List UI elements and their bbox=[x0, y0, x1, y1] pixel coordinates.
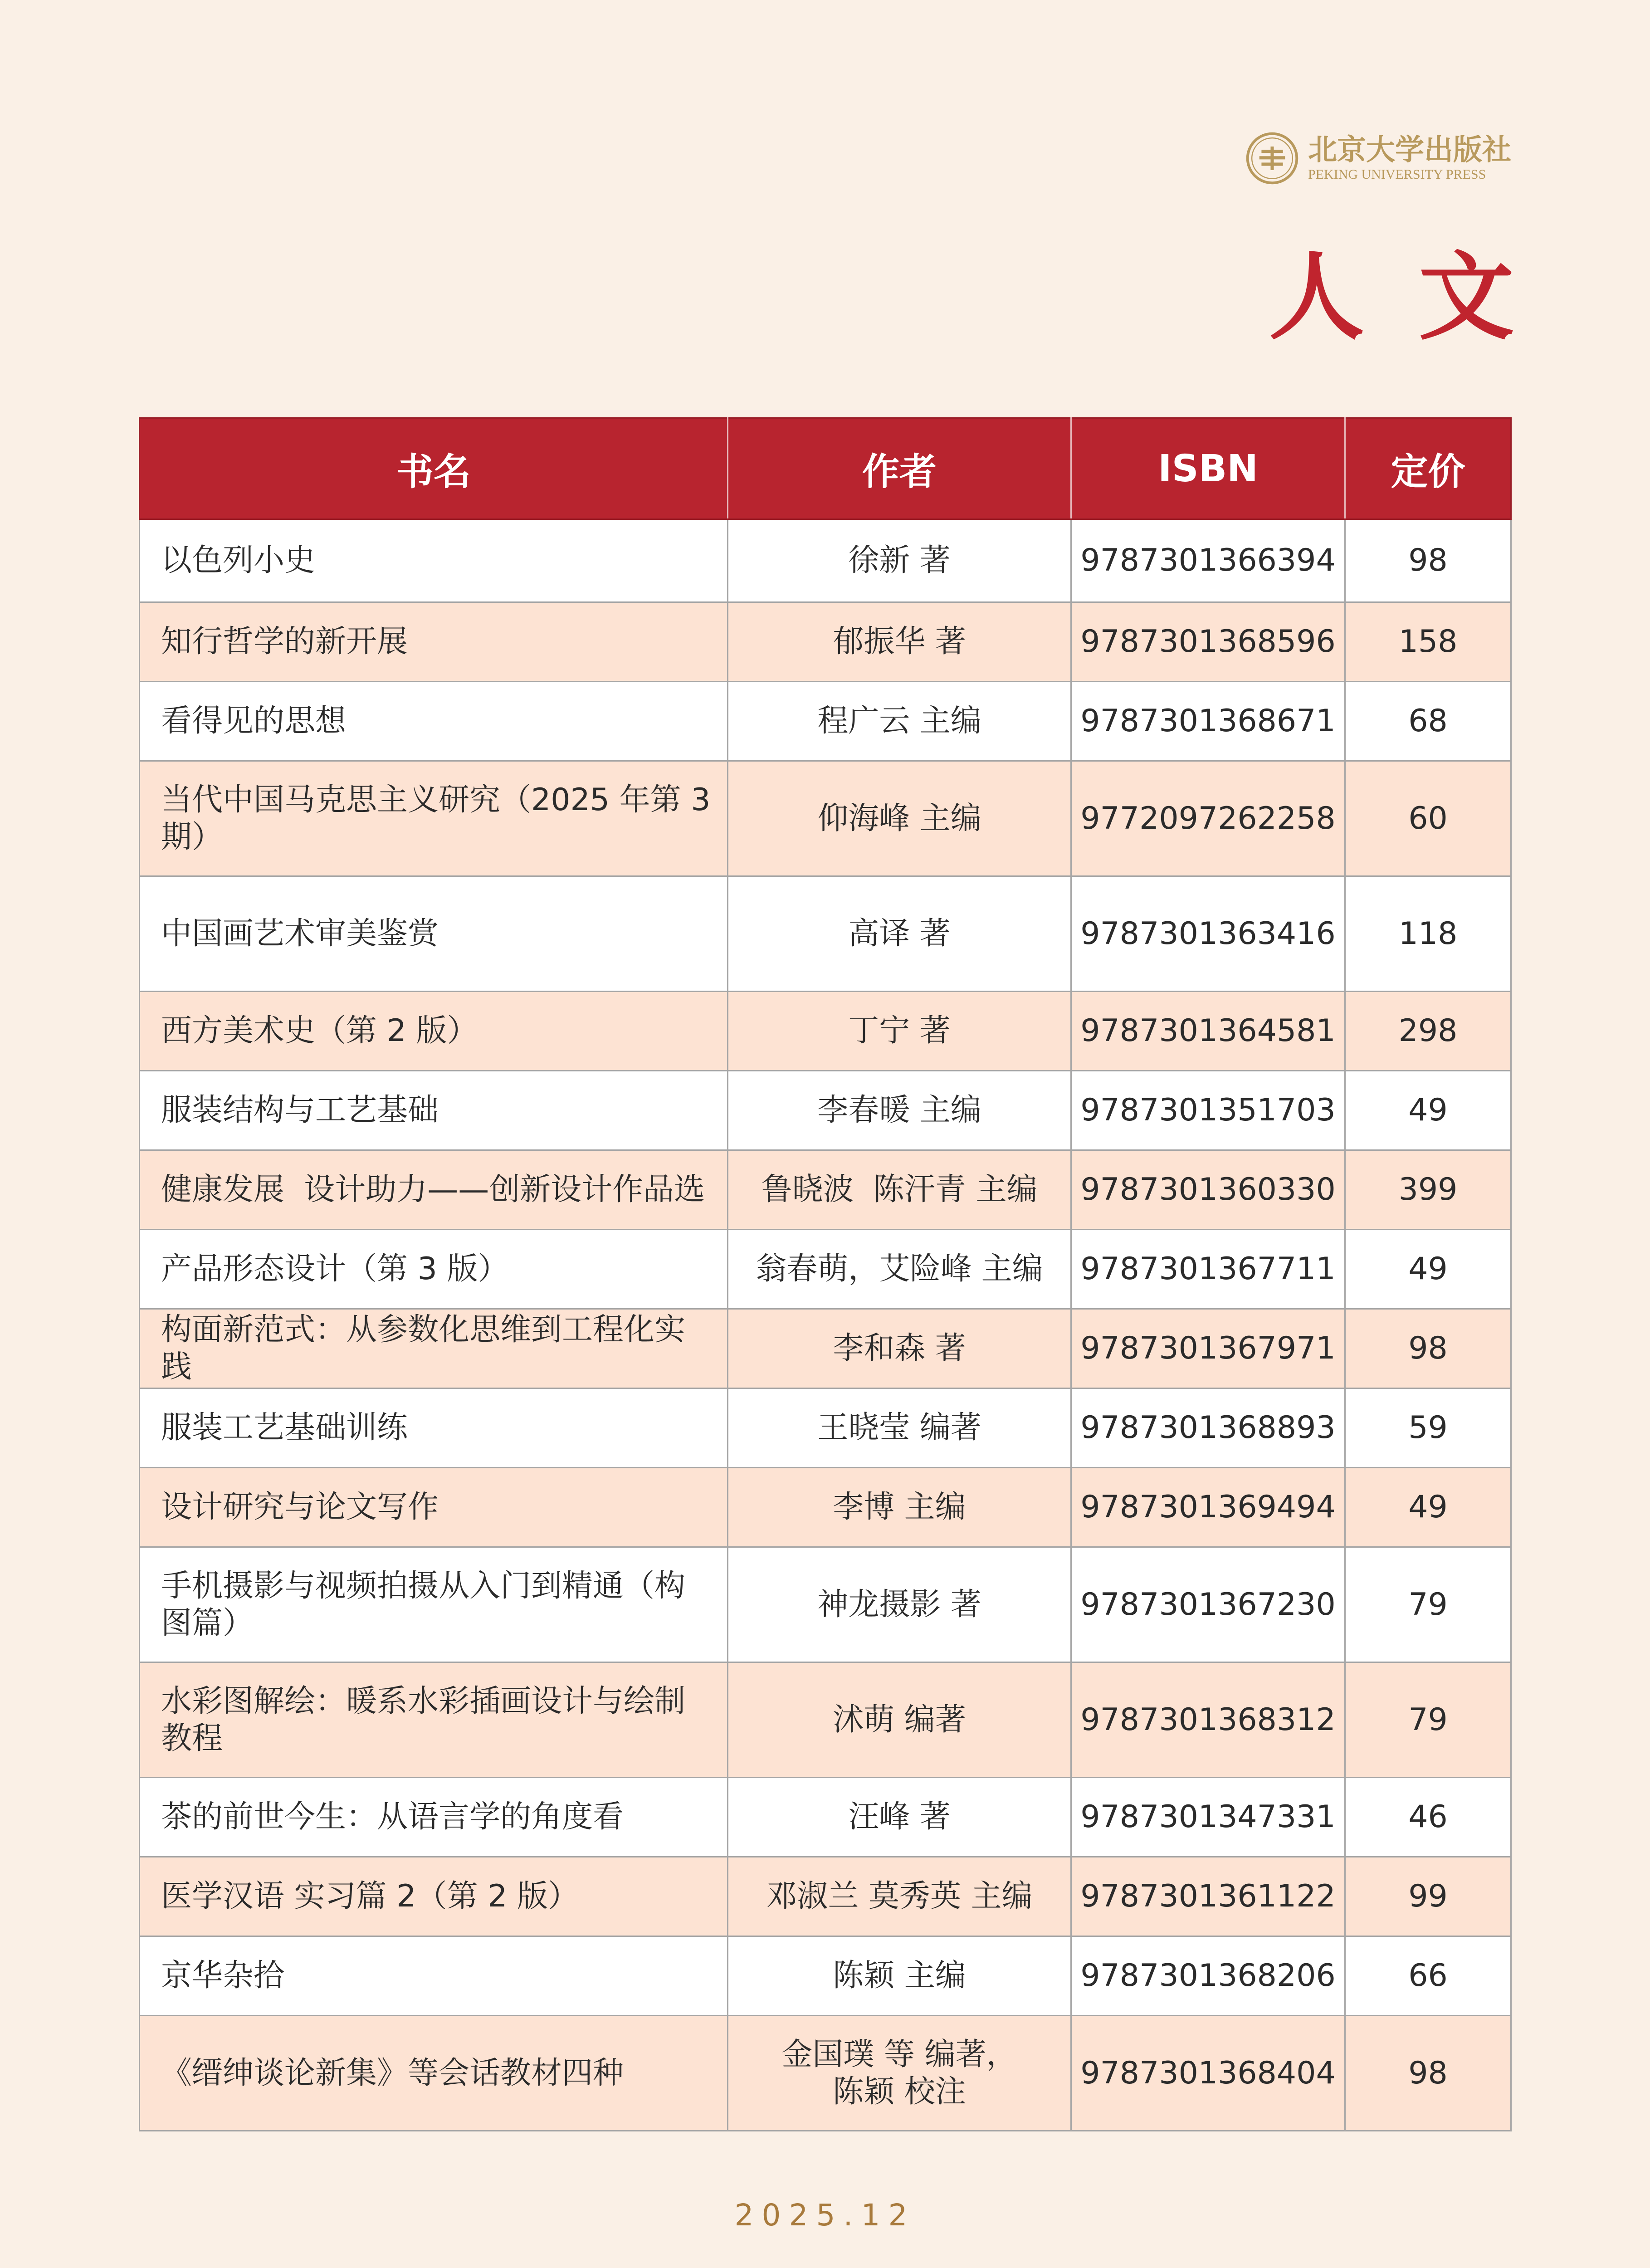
book-price: 49 bbox=[1345, 1468, 1511, 1547]
header-title: 书名 bbox=[140, 418, 728, 519]
book-author: 神龙摄影 著 bbox=[728, 1547, 1071, 1662]
table-row bbox=[140, 1388, 1511, 1468]
book-title: 以色列小史 bbox=[140, 519, 728, 602]
table-row bbox=[140, 992, 1511, 1071]
table-row bbox=[140, 1936, 1511, 2016]
book-title: 中国画艺术审美鉴赏 bbox=[140, 876, 728, 992]
book-title: 手机摄影与视频拍摄从入门到精通（构图篇） bbox=[140, 1547, 728, 1662]
book-author: 李和森 著 bbox=[728, 1309, 1071, 1388]
page-title: 人文 bbox=[1269, 241, 1568, 353]
book-price: 399 bbox=[1345, 1150, 1511, 1230]
table-row bbox=[140, 1857, 1511, 1936]
book-price: 79 bbox=[1345, 1662, 1511, 1778]
book-price: 49 bbox=[1345, 1230, 1511, 1309]
table-row bbox=[140, 761, 1511, 876]
table-row bbox=[140, 1662, 1511, 1778]
table-row bbox=[140, 2016, 1511, 2131]
book-isbn: 9787301369494 bbox=[1071, 1468, 1345, 1547]
table-row bbox=[140, 1778, 1511, 1857]
book-title: 健康发展 设计助力——创新设计作品选 bbox=[140, 1150, 728, 1230]
book-isbn: 9787301368312 bbox=[1071, 1662, 1345, 1778]
table-header-row bbox=[140, 418, 1511, 519]
book-isbn: 9772097262258 bbox=[1071, 761, 1345, 876]
book-author: 翁春萌，艾险峰 主编 bbox=[728, 1230, 1071, 1309]
book-author: 陈颖 主编 bbox=[728, 1936, 1071, 2016]
book-isbn: 9787301368404 bbox=[1071, 2016, 1345, 2131]
book-isbn: 9787301361122 bbox=[1071, 1857, 1345, 1936]
book-title: 构面新范式：从参数化思维到工程化实践 bbox=[140, 1309, 728, 1388]
book-price: 118 bbox=[1345, 876, 1511, 992]
table-row bbox=[140, 1468, 1511, 1547]
table-row bbox=[140, 1547, 1511, 1662]
book-price: 46 bbox=[1345, 1778, 1511, 1857]
book-isbn: 9787301368596 bbox=[1071, 602, 1345, 682]
book-author: 沭萌 编著 bbox=[728, 1662, 1071, 1778]
book-isbn: 9787301364581 bbox=[1071, 992, 1345, 1071]
book-title: 医学汉语 实习篇 2（第 2 版） bbox=[140, 1857, 728, 1936]
book-author: 邓淑兰 莫秀英 主编 bbox=[728, 1857, 1071, 1936]
book-isbn: 9787301351703 bbox=[1071, 1071, 1345, 1150]
book-isbn: 9787301368893 bbox=[1071, 1388, 1345, 1468]
book-catalog-table bbox=[139, 417, 1512, 2131]
book-author: 王晓莹 编著 bbox=[728, 1388, 1071, 1468]
book-price: 99 bbox=[1345, 1857, 1511, 1936]
pku-seal-icon bbox=[1245, 132, 1299, 185]
book-title: 看得见的思想 bbox=[140, 682, 728, 761]
book-author bbox=[728, 2016, 1071, 2131]
book-price: 60 bbox=[1345, 761, 1511, 876]
table-row bbox=[140, 682, 1511, 761]
book-title: 知行哲学的新开展 bbox=[140, 602, 728, 682]
publisher-name bbox=[1308, 134, 1511, 183]
book-title: 产品形态设计（第 3 版） bbox=[140, 1230, 728, 1309]
table-row bbox=[140, 1071, 1511, 1150]
header-price: 定价 bbox=[1345, 418, 1511, 519]
book-price: 49 bbox=[1345, 1071, 1511, 1150]
footer-date: 2025.12 bbox=[734, 2198, 916, 2233]
book-isbn: 9787301366394 bbox=[1071, 519, 1345, 602]
book-author-line: 陈颖 校注 bbox=[833, 2073, 966, 2110]
book-title: 茶的前世今生：从语言学的角度看 bbox=[140, 1778, 728, 1857]
book-isbn: 9787301368671 bbox=[1071, 682, 1345, 761]
book-isbn: 9787301367711 bbox=[1071, 1230, 1345, 1309]
book-title: 当代中国马克思主义研究（2025 年第 3 期） bbox=[140, 761, 728, 876]
book-author: 徐新 著 bbox=[728, 519, 1071, 602]
book-author: 程广云 主编 bbox=[728, 682, 1071, 761]
publisher-name-en: PEKING UNIVERSITY PRESS bbox=[1308, 167, 1486, 182]
book-isbn: 9787301360330 bbox=[1071, 1150, 1345, 1230]
table-row bbox=[140, 519, 1511, 602]
book-price: 298 bbox=[1345, 992, 1511, 1071]
book-price: 79 bbox=[1345, 1547, 1511, 1662]
book-author: 李博 主编 bbox=[728, 1468, 1071, 1547]
book-author: 高译 著 bbox=[728, 876, 1071, 992]
book-isbn: 9787301368206 bbox=[1071, 1936, 1345, 2016]
book-isbn: 9787301367971 bbox=[1071, 1309, 1345, 1388]
book-price: 158 bbox=[1345, 602, 1511, 682]
book-title: 服装工艺基础训练 bbox=[140, 1388, 728, 1468]
table-row bbox=[140, 602, 1511, 682]
book-title: 《缙绅谈论新集》等会话教材四种 bbox=[140, 2016, 728, 2131]
table-row bbox=[140, 1230, 1511, 1309]
table-row bbox=[140, 876, 1511, 992]
book-price: 98 bbox=[1345, 1309, 1511, 1388]
book-isbn: 9787301347331 bbox=[1071, 1778, 1345, 1857]
book-isbn: 9787301367230 bbox=[1071, 1547, 1345, 1662]
header-isbn: ISBN bbox=[1071, 418, 1345, 519]
book-title: 服装结构与工艺基础 bbox=[140, 1071, 728, 1150]
book-author: 李春暖 主编 bbox=[728, 1071, 1071, 1150]
book-price: 98 bbox=[1345, 2016, 1511, 2131]
publisher-name-cn: 北京大学出版社 bbox=[1308, 133, 1511, 167]
book-price: 66 bbox=[1345, 1936, 1511, 2016]
book-title: 水彩图解绘：暖系水彩插画设计与绘制教程 bbox=[140, 1662, 728, 1778]
book-author: 丁宁 著 bbox=[728, 992, 1071, 1071]
header-author: 作者 bbox=[728, 418, 1071, 519]
book-price: 59 bbox=[1345, 1388, 1511, 1468]
table-row bbox=[140, 1309, 1511, 1388]
book-author: 郁振华 著 bbox=[728, 602, 1071, 682]
table-row bbox=[140, 1150, 1511, 1230]
book-price: 68 bbox=[1345, 682, 1511, 761]
book-author: 仰海峰 主编 bbox=[728, 761, 1071, 876]
book-author: 汪峰 著 bbox=[728, 1778, 1071, 1857]
book-title: 西方美术史（第 2 版） bbox=[140, 992, 728, 1071]
publisher-logo bbox=[1245, 132, 1511, 185]
book-author-line: 金国璞 等 编著， bbox=[781, 2036, 1017, 2072]
book-isbn: 9787301363416 bbox=[1071, 876, 1345, 992]
book-title: 设计研究与论文写作 bbox=[140, 1468, 728, 1547]
book-price: 98 bbox=[1345, 519, 1511, 602]
book-title: 京华杂拾 bbox=[140, 1936, 728, 2016]
book-author: 鲁晓波 陈汗青 主编 bbox=[728, 1150, 1071, 1230]
